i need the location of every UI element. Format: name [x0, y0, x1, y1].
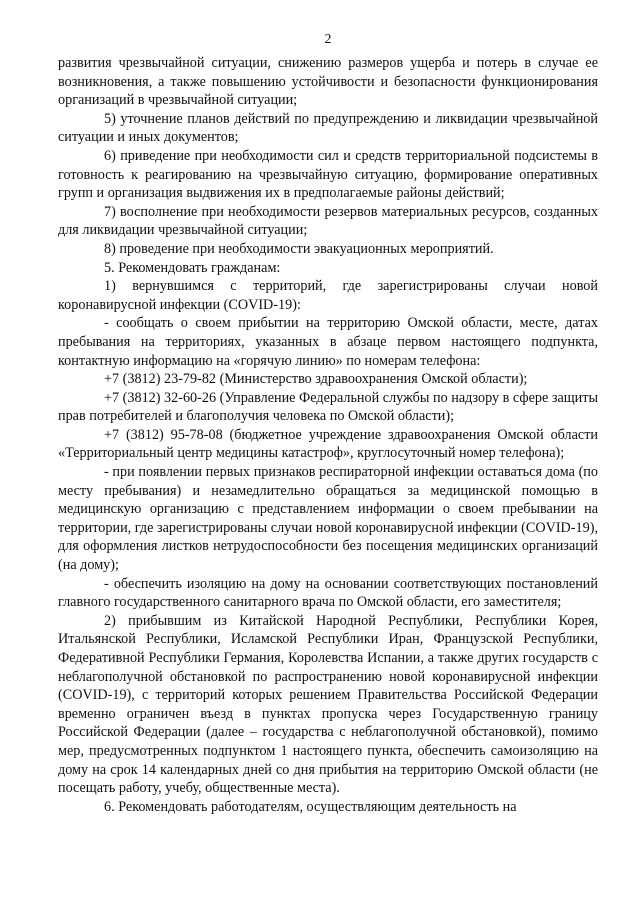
paragraph: 5. Рекомендовать гражданам: [104, 259, 281, 276]
paragraph: - при появлении первых признаков респираторной инфекции оставаться дома (по месту пребывания) и незамедлительно обращаться за медицинской помощью в медицинскую организацию с представлением информации о своем пребывании на территории, где зарегистрированы случаи новой коронавирусной инфекции (COVID-19), для оформления листков нетрудоспособности без посещения медицинских организаций (на дому); [58, 464, 598, 574]
document-body [58, 54, 598, 816]
paragraph: 2) прибывшим из Китайской Народной Республики, Республики Корея, Итальянской Республики, Исламской Республики Иран, Французской Республики, Федеративной Республики Германия, Королевства Испании, а также других государств с неблагополучной обстановкой по распространению новой коронавирусной инфекции (COVID-19), с территорий которых решением Правительства Российской Федерации временно ограничен въезд в пунктах пропуска через Государственную границу Российской Федерации (далее – государства с неблагополучной обстановкой), помимо мер, предусмотренных подпунктом 1 настоящего пункта, обеспечить самоизоляцию на дому на срок 14 календарных дней со дня прибытия на территорию Омской области (не посещать работу, учебу, общественные места). [58, 612, 598, 797]
paragraph: - обеспечить изоляцию на дому на основании соответствующих постановлений главного государственного санитарного врача по Омской области, его заместителя; [58, 575, 598, 611]
paragraph: 1) вернувшимся с территорий, где зарегистрированы случаи новой коронавирусной инфекции (COVID-19): [58, 278, 598, 313]
paragraph: - сообщать о своем прибытии на территорию Омской области, месте, датах пребывания на территориях, указанных в абзаце первом настоящего подпункта, контактную информацию на «горячую линию» по номерам телефона: [58, 315, 598, 369]
paragraph: 6) приведение при необходимости сил и средств территориальной подсистемы в готовность к реагированию на чрезвычайную ситуацию, формирование оперативных групп и организация выдвижения их в предполагаемые районы действий; [58, 147, 598, 202]
paragraph: 7) восполнение при необходимости резервов материальных ресурсов, созданных для ликвидации чрезвычайной ситуации; [58, 203, 598, 239]
paragraph: +7 (3812) 95-78-08 (бюджетное учреждение здравоохранения Омской области «Территориальный центр медицины катастроф», круглосуточный номер телефона); [58, 426, 598, 462]
page-number: 2 [324, 32, 332, 47]
paragraph: 5) уточнение планов действий по предупреждению и ликвидации чрезвычайной ситуации и иных документов; [58, 110, 598, 146]
paragraph: развития чрезвычайной ситуации, снижению размеров ущерба и потерь в случае ее возникновения, а также повышению устойчивости и безопасности функционирования организаций в чрезвычайной ситуации; [58, 55, 598, 109]
paragraph: +7 (3812) 23-79-82 (Министерство здравоохранения Омской области); [104, 371, 528, 388]
paragraph: 8) проведение при необходимости эвакуационных мероприятий. [104, 240, 494, 257]
paragraph: 6. Рекомендовать работодателям, осуществляющим деятельность на [104, 798, 517, 815]
paragraph: +7 (3812) 32-60-26 (Управление Федеральной службы по надзору в сфере защиты прав потребителей и благополучия человека по Омской области); [58, 389, 598, 425]
